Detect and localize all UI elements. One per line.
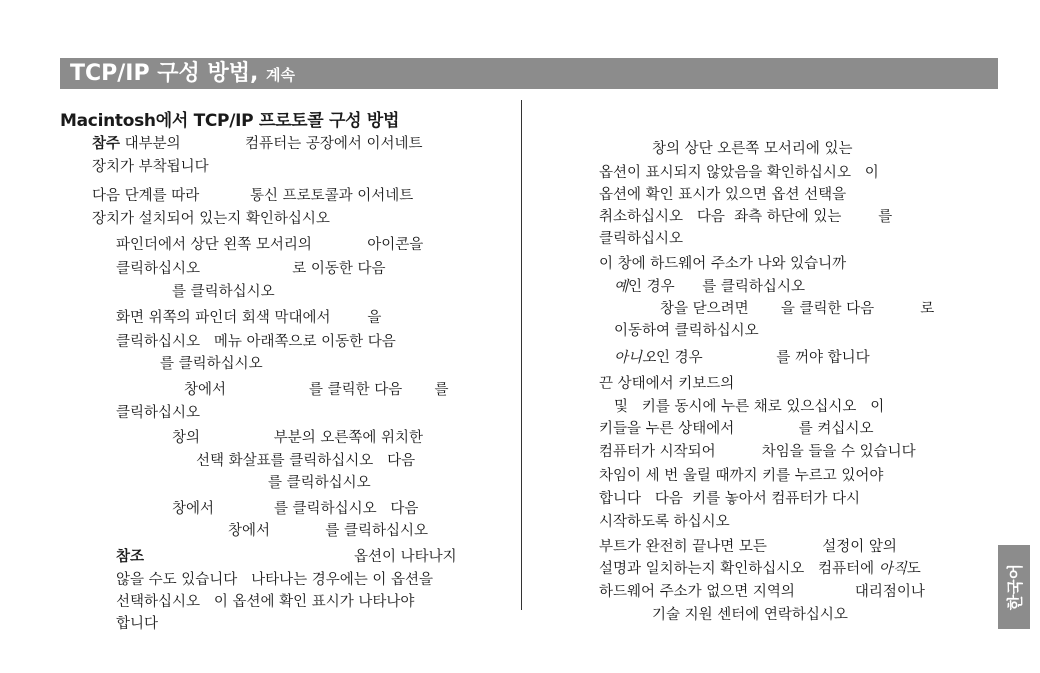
emphasis-no: 아니오 [614,350,657,366]
text-line: 파인더에서 상단 왼쪽 모서리의 아이콘을 [116,237,424,253]
text-line: 옵션이 표시되지 않았음을 확인하십시오 이 [599,165,879,181]
text-line: 이동하여 클릭하십시오 [614,323,759,339]
emphasis-still: 아직 [878,561,907,577]
note-label: 참주 [92,136,121,152]
text-line: 부트가 완전히 끝나면 모든 설정이 앞의 [599,539,897,555]
subsection-heading: Macintosh에서 TCP/IP 프로토콜 구성 방법 [60,111,400,131]
text-line: 클릭하십시오 [116,405,201,421]
text-segment: 설명과 일치하는지 확인하십시오 컴퓨터에 [599,561,879,577]
text-line: 차임이 세 번 울릴 때까지 키를 누르고 있어야 [599,468,884,484]
text-line: 취소하십시오 다음 좌측 하단에 있는 를 [599,209,893,225]
section-title: TCP/IP 구성 방법, [70,61,259,86]
text-line [614,348,870,368]
text-line [599,559,921,579]
text-line: 옵션이 나타나지 [354,549,457,565]
text-line: 합니다 다음 키를 놓아서 컴퓨터가 다시 [599,491,860,507]
text-line: 클릭하십시오 [599,231,684,247]
text-line [614,277,805,297]
text-line: 창에서 를 클릭하십시오 다음 [172,501,419,517]
text-line: 를 클릭하십시오 [268,475,371,491]
text-line: 하드웨어 주소가 없으면 지역의 대리점이나 [599,584,925,600]
text-line: 않을 수도 있습니다 나타나는 경우에는 이 옵션을 [116,572,434,588]
text-line: 창에서 를 클릭하십시오 [228,523,428,539]
text-line: 를 클릭하십시오 [160,356,263,372]
text-line: 클릭하십시오 로 이동한 다음 [116,261,386,277]
text-line: 창의 상단 오른쪽 모서리에 있는 [652,141,853,157]
text-line: 장치가 설치되어 있는지 확인하십시오 [92,211,330,227]
text-line: 이 창에 하드웨어 주소가 나와 있습니까 [599,256,847,272]
text-line: 클릭하십시오 메뉴 아래쪽으로 이동한 다음 [116,334,396,350]
text-segment: 인 경우 를 꺼야 합니다 [656,350,870,366]
text-line: 장치가 부착됩니다 [92,159,209,175]
note-paragraph-1 [92,134,422,154]
column-divider [521,100,522,610]
note-label: 참조 [116,549,145,565]
emphasis-yes: 예 [614,279,629,295]
section-title-suffix: 계속 [265,66,295,84]
text-segment: 도 [906,561,921,577]
text-line: 다음 단계를 따라 통신 프로토콜과 이서네트 [92,188,414,204]
text-line: 선택하십시오 이 옵션에 확인 표시가 나타나야 [116,594,415,610]
text-segment: 인 경우 를 클릭하십시오 [628,279,805,295]
text-line: 컴퓨터가 시작되어 차임을 들을 수 있습니다 [599,444,916,460]
text-line: 대부분의 컴퓨터는 공장에서 이서네트 [124,136,423,152]
text-line: 창을 닫으려면 을 클릭한 다음 로 [660,301,935,317]
text-line: 및 키를 동시에 누른 채로 있으십시오 이 [614,399,885,415]
text-line: 창에서 를 클릭한 다음 를 [184,382,449,398]
text-line: 를 클릭하십시오 [172,284,275,300]
text-line: 합니다 [116,616,159,632]
language-tab-label: 한국어 [1005,563,1025,611]
language-tab [998,545,1030,629]
text-line: 화면 위쪽의 파인더 회색 막대에서 을 [116,310,382,326]
section-banner [60,58,998,89]
text-line: 끈 상태에서 키보드의 [599,376,735,392]
text-line: 선택 화살표를 클릭하십시오 다음 [196,453,416,469]
text-line: 옵션에 확인 표시가 있으면 옵션 선택을 [599,187,847,203]
text-line: 키들을 누른 상태에서 를 켜십시오 [599,421,874,437]
text-line: 기술 지원 센터에 연락하십시오 [652,607,848,623]
text-line: 시작하도록 하십시오 [599,514,730,530]
text-line: 창의 부분의 오른쪽에 위치한 [172,430,424,446]
